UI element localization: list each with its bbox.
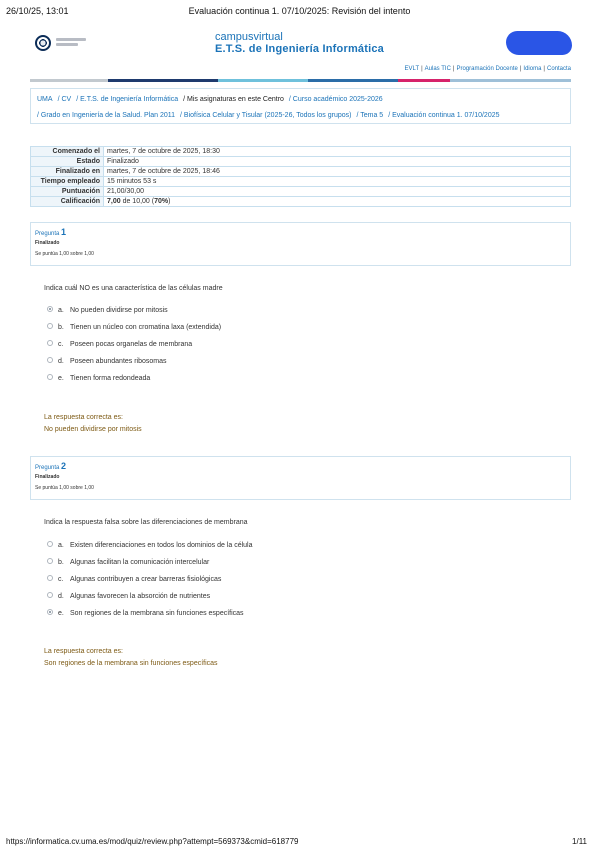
- summary-label: Finalizado en: [31, 167, 104, 177]
- breadcrumb-item[interactable]: / Biofísica Celular y Tisular (2025-26, Todos los grupos): [180, 112, 352, 119]
- top-link-idioma[interactable]: Idioma: [523, 66, 542, 72]
- uma-seal-icon: [35, 35, 51, 51]
- summary-label: Puntuación: [31, 187, 104, 197]
- answer-option[interactable]: [47, 593, 210, 603]
- option-text: Poseen pocas organelas de membrana: [70, 341, 193, 348]
- breadcrumb-item[interactable]: / Curso académico 2025-2026: [288, 96, 383, 103]
- option-letter: c.: [58, 576, 64, 583]
- option-letter: c.: [58, 341, 64, 348]
- radio-icon[interactable]: [47, 357, 53, 363]
- radio-icon[interactable]: [47, 340, 53, 346]
- option-letter: a.: [58, 307, 64, 314]
- option-text: Son regiones de la membrana sin funciones específicas: [70, 610, 244, 617]
- top-link-aulas-tic[interactable]: Aulas TIC: [424, 66, 451, 72]
- option-text: No pueden dividirse por mitosis: [70, 307, 168, 314]
- top-links: EVLT | Aulas TIC | Programación Docente | Idioma | Contacta: [404, 66, 571, 72]
- option-text: Algunas contribuyen a crear barreras fisiológicas: [70, 576, 222, 583]
- option-text: Existen diferenciaciones en todos los dominios de la célula: [70, 542, 253, 549]
- color-bar-segment: [218, 79, 308, 82]
- user-avatar[interactable]: [506, 31, 572, 55]
- summary-row: [31, 157, 571, 167]
- radio-icon[interactable]: [47, 323, 53, 329]
- option-text: Algunas favorecen la absorción de nutrientes: [70, 593, 211, 600]
- question-info: [30, 222, 571, 266]
- option-letter: d.: [58, 358, 64, 365]
- breadcrumb: [30, 88, 571, 124]
- question-grade: Se puntúa 1,00 sobre 1,00: [35, 485, 94, 491]
- summary-row: [31, 167, 571, 177]
- summary-row: [31, 197, 571, 207]
- summary-label: Tiempo empleado: [31, 177, 104, 187]
- brand-line1: campusvirtual: [215, 31, 283, 43]
- color-bar-segment: [450, 79, 571, 82]
- radio-icon[interactable]: [47, 558, 53, 564]
- top-link-programación-docente[interactable]: Programación Docente: [456, 66, 518, 72]
- summary-label: Calificación: [31, 197, 104, 207]
- question-number: Pregunta 1: [35, 227, 67, 237]
- question-grade: Se puntúa 1,00 sobre 1,00: [35, 251, 94, 257]
- answer-option[interactable]: [47, 307, 168, 317]
- summary-label: Estado: [31, 157, 104, 167]
- radio-icon[interactable]: [47, 592, 53, 598]
- summary-row: [31, 177, 571, 187]
- breadcrumb-row: [37, 96, 388, 103]
- feedback-answer: No pueden dividirse por mitosis: [44, 426, 142, 433]
- question-text: Indica la respuesta falsa sobre las diferenciaciones de membrana: [44, 519, 248, 526]
- option-letter: e.: [58, 375, 64, 382]
- breadcrumb-item[interactable]: / CV: [57, 96, 72, 103]
- option-text: Tienen un núcleo con cromatina laxa (extendida): [70, 324, 222, 331]
- summary-label: Comenzado el: [31, 147, 104, 157]
- color-bar-segment: [398, 79, 450, 82]
- option-text: Tienen forma redondeada: [70, 375, 151, 382]
- breadcrumb-item[interactable]: / Tema 5: [356, 112, 384, 119]
- feedback-label: La respuesta correcta es:: [44, 648, 123, 655]
- feedback-answer: Son regiones de la membrana sin funciones específicas: [44, 660, 218, 667]
- summary-value: martes, 7 de octubre de 2025, 18:30: [104, 147, 571, 157]
- option-letter: d.: [58, 593, 64, 600]
- color-bar-segment: [108, 79, 218, 82]
- option-letter: a.: [58, 542, 64, 549]
- option-text: Algunas facilitan la comunicación intercelular: [70, 559, 210, 566]
- color-bar-segment: [308, 79, 398, 82]
- page-url: https://informatica.cv.uma.es/mod/quiz/review.php?attempt=569373&cmid=618779: [6, 837, 299, 846]
- color-bar-segment: [30, 79, 108, 82]
- answer-option[interactable]: [47, 610, 244, 620]
- color-bar: [30, 79, 571, 82]
- print-header: [0, 6, 599, 20]
- breadcrumb-item[interactable]: / E.T.S. de Ingeniería Informática: [76, 96, 179, 103]
- option-text: Poseen abundantes ribosomas: [70, 358, 167, 365]
- breadcrumb-item[interactable]: UMA: [37, 96, 53, 103]
- brand-line2: E.T.S. de Ingeniería Informática: [215, 43, 384, 55]
- answer-option[interactable]: [47, 375, 150, 385]
- attempt-summary-table: [30, 146, 571, 207]
- summary-row: [31, 147, 571, 157]
- answer-option[interactable]: [47, 324, 221, 334]
- question-text: Indica cuál NO es una característica de las células madre: [44, 285, 223, 292]
- answer-option[interactable]: [47, 576, 221, 586]
- print-date: 26/10/25, 13:01: [6, 6, 69, 16]
- feedback-label: La respuesta correcta es:: [44, 414, 123, 421]
- summary-value: 15 minutos 53 s: [104, 177, 571, 187]
- breadcrumb-row: [37, 112, 505, 119]
- top-link-contacta[interactable]: Contacta: [546, 66, 571, 72]
- radio-icon[interactable]: [47, 541, 53, 547]
- uma-logo[interactable]: [35, 35, 87, 51]
- question-state: Finalizado: [35, 474, 60, 480]
- breadcrumb-item: / Mis asignaturas en este Centro: [183, 96, 284, 103]
- summary-row: [31, 187, 571, 197]
- breadcrumb-item[interactable]: / Evaluación continua 1. 07/10/2025: [388, 112, 500, 119]
- summary-value: 21,00/30,00: [104, 187, 571, 197]
- question-info: [30, 456, 571, 500]
- summary-value: 7,00 de 10,00 (70%): [104, 197, 571, 207]
- summary-value: Finalizado: [104, 157, 571, 167]
- radio-icon[interactable]: [47, 306, 53, 312]
- answer-option[interactable]: [47, 542, 253, 552]
- radio-icon[interactable]: [47, 575, 53, 581]
- page-number: 1/11: [572, 837, 587, 846]
- option-letter: b.: [58, 559, 64, 566]
- option-letter: b.: [58, 324, 64, 331]
- top-link-evlt[interactable]: EVLT: [404, 66, 420, 72]
- summary-value: martes, 7 de octubre de 2025, 18:46: [104, 167, 571, 177]
- radio-icon[interactable]: [47, 609, 53, 615]
- print-title: Evaluación continua 1. 07/10/2025: Revisión del intento: [188, 6, 411, 16]
- radio-icon[interactable]: [47, 374, 53, 380]
- question-number: Pregunta 2: [35, 461, 67, 471]
- answer-option[interactable]: [47, 559, 209, 569]
- breadcrumb-item[interactable]: / Grado en Ingeniería de la Salud. Plan 2011: [37, 112, 176, 119]
- answer-option[interactable]: [47, 358, 167, 368]
- answer-option[interactable]: [47, 341, 192, 351]
- question-state: Finalizado: [35, 240, 60, 246]
- option-letter: e.: [58, 610, 64, 617]
- campus-brand[interactable]: [215, 31, 384, 55]
